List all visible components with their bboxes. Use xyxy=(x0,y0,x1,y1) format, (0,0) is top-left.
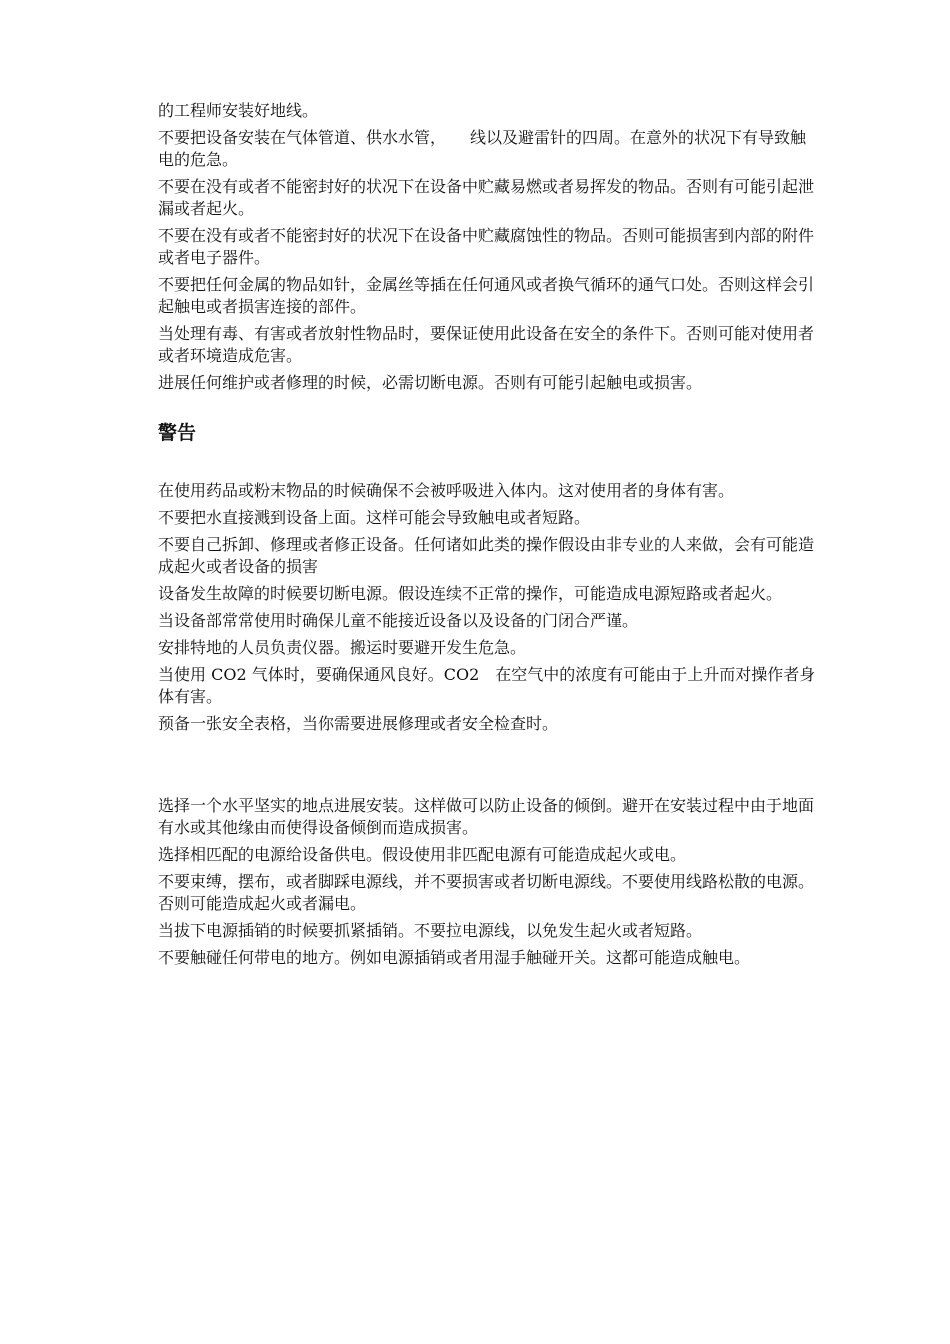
paragraph: 不要在没有或者不能密封好的状况下在设备中贮藏腐蚀性的物品。否则可能损害到内部的附件或者电子器件。 xyxy=(158,226,815,267)
paragraph: 不要束缚，摆布，或者脚踩电源线，并不要损害或者切断电源线。不要使用线路松散的电源。否则可能造成起火或者漏电。 xyxy=(158,872,815,913)
paragraph: 当处理有毒、有害或者放射性物品时，要保证使用此设备在安全的条件下。否则可能对使用者或者环境造成危害。 xyxy=(158,324,815,365)
paragraph: 当拔下电源插销的时候要抓紧插销。不要拉电源线，以免发生起火或者短路。 xyxy=(158,921,703,940)
paragraph: 不要把水直接溅到设备上面。这样可能会导致触电或者短路。 xyxy=(158,508,591,527)
paragraph: 不要自己拆卸、修理或者修正设备。任何诸如此类的操作假设由非专业的人来做，会有可能造成起火或者设备的损害 xyxy=(158,535,815,576)
paragraph: 不要在没有或者不能密封好的状况下在设备中贮藏易燃或者易挥发的物品。否则有可能引起泄漏或者起火。 xyxy=(158,177,815,218)
document-page xyxy=(158,100,818,974)
precautions-section xyxy=(158,100,818,394)
paragraph: 进展任何维护或者修理的时候，必需切断电源。否则有可能引起触电或损害。 xyxy=(158,373,703,392)
warning-section xyxy=(158,480,818,735)
paragraph: 当设备部常常使用时确保儿童不能接近设备以及设备的门闭合严谨。 xyxy=(158,611,639,630)
paragraph: 不要把设备安装在气体管道、供水水管， 线以及避雷针的四周。在意外的状况下有导致触电的危急。 xyxy=(158,128,807,169)
paragraph: 选择一个水平坚实的地点进展安装。这样做可以防止设备的倾倒。避开在安装过程中由于地面有水或其他缘由而使得设备倾倒而造成损害。 xyxy=(158,796,815,837)
installation-section xyxy=(158,795,818,969)
warning-heading: 警告 xyxy=(158,422,197,444)
paragraph: 当使用 CO2 气体时，要确保通风良好。CO2 在空气中的浓度有可能由于上升而对操作者身体有害。 xyxy=(158,665,816,706)
paragraph: 安排特地的人员负责仪器。搬运时要避开发生危急。 xyxy=(158,638,527,657)
paragraph: 在使用药品或粉末物品的时候确保不会被呼吸进入体内。这对使用者的身体有害。 xyxy=(158,481,735,500)
paragraph: 不要把任何金属的物品如针，金属丝等插在任何通风或者换气循环的通气口处。否则这样会引起触电或者损害连接的部件。 xyxy=(158,275,815,316)
paragraph: 选择相匹配的电源给设备供电。假设使用非匹配电源有可能造成起火或电。 xyxy=(158,845,687,864)
paragraph: 设备发生故障的时候要切断电源。假设连续不正常的操作，可能造成电源短路或者起火。 xyxy=(158,584,783,603)
paragraph: 不要触碰任何带电的地方。例如电源插销或者用湿手触碰开关。这都可能造成触电。 xyxy=(158,948,751,967)
paragraph: 预备一张安全表格，当你需要进展修理或者安全检查时。 xyxy=(158,714,559,733)
paragraph: 的工程师安装好地线。 xyxy=(158,101,319,120)
section-spacer xyxy=(158,740,818,795)
